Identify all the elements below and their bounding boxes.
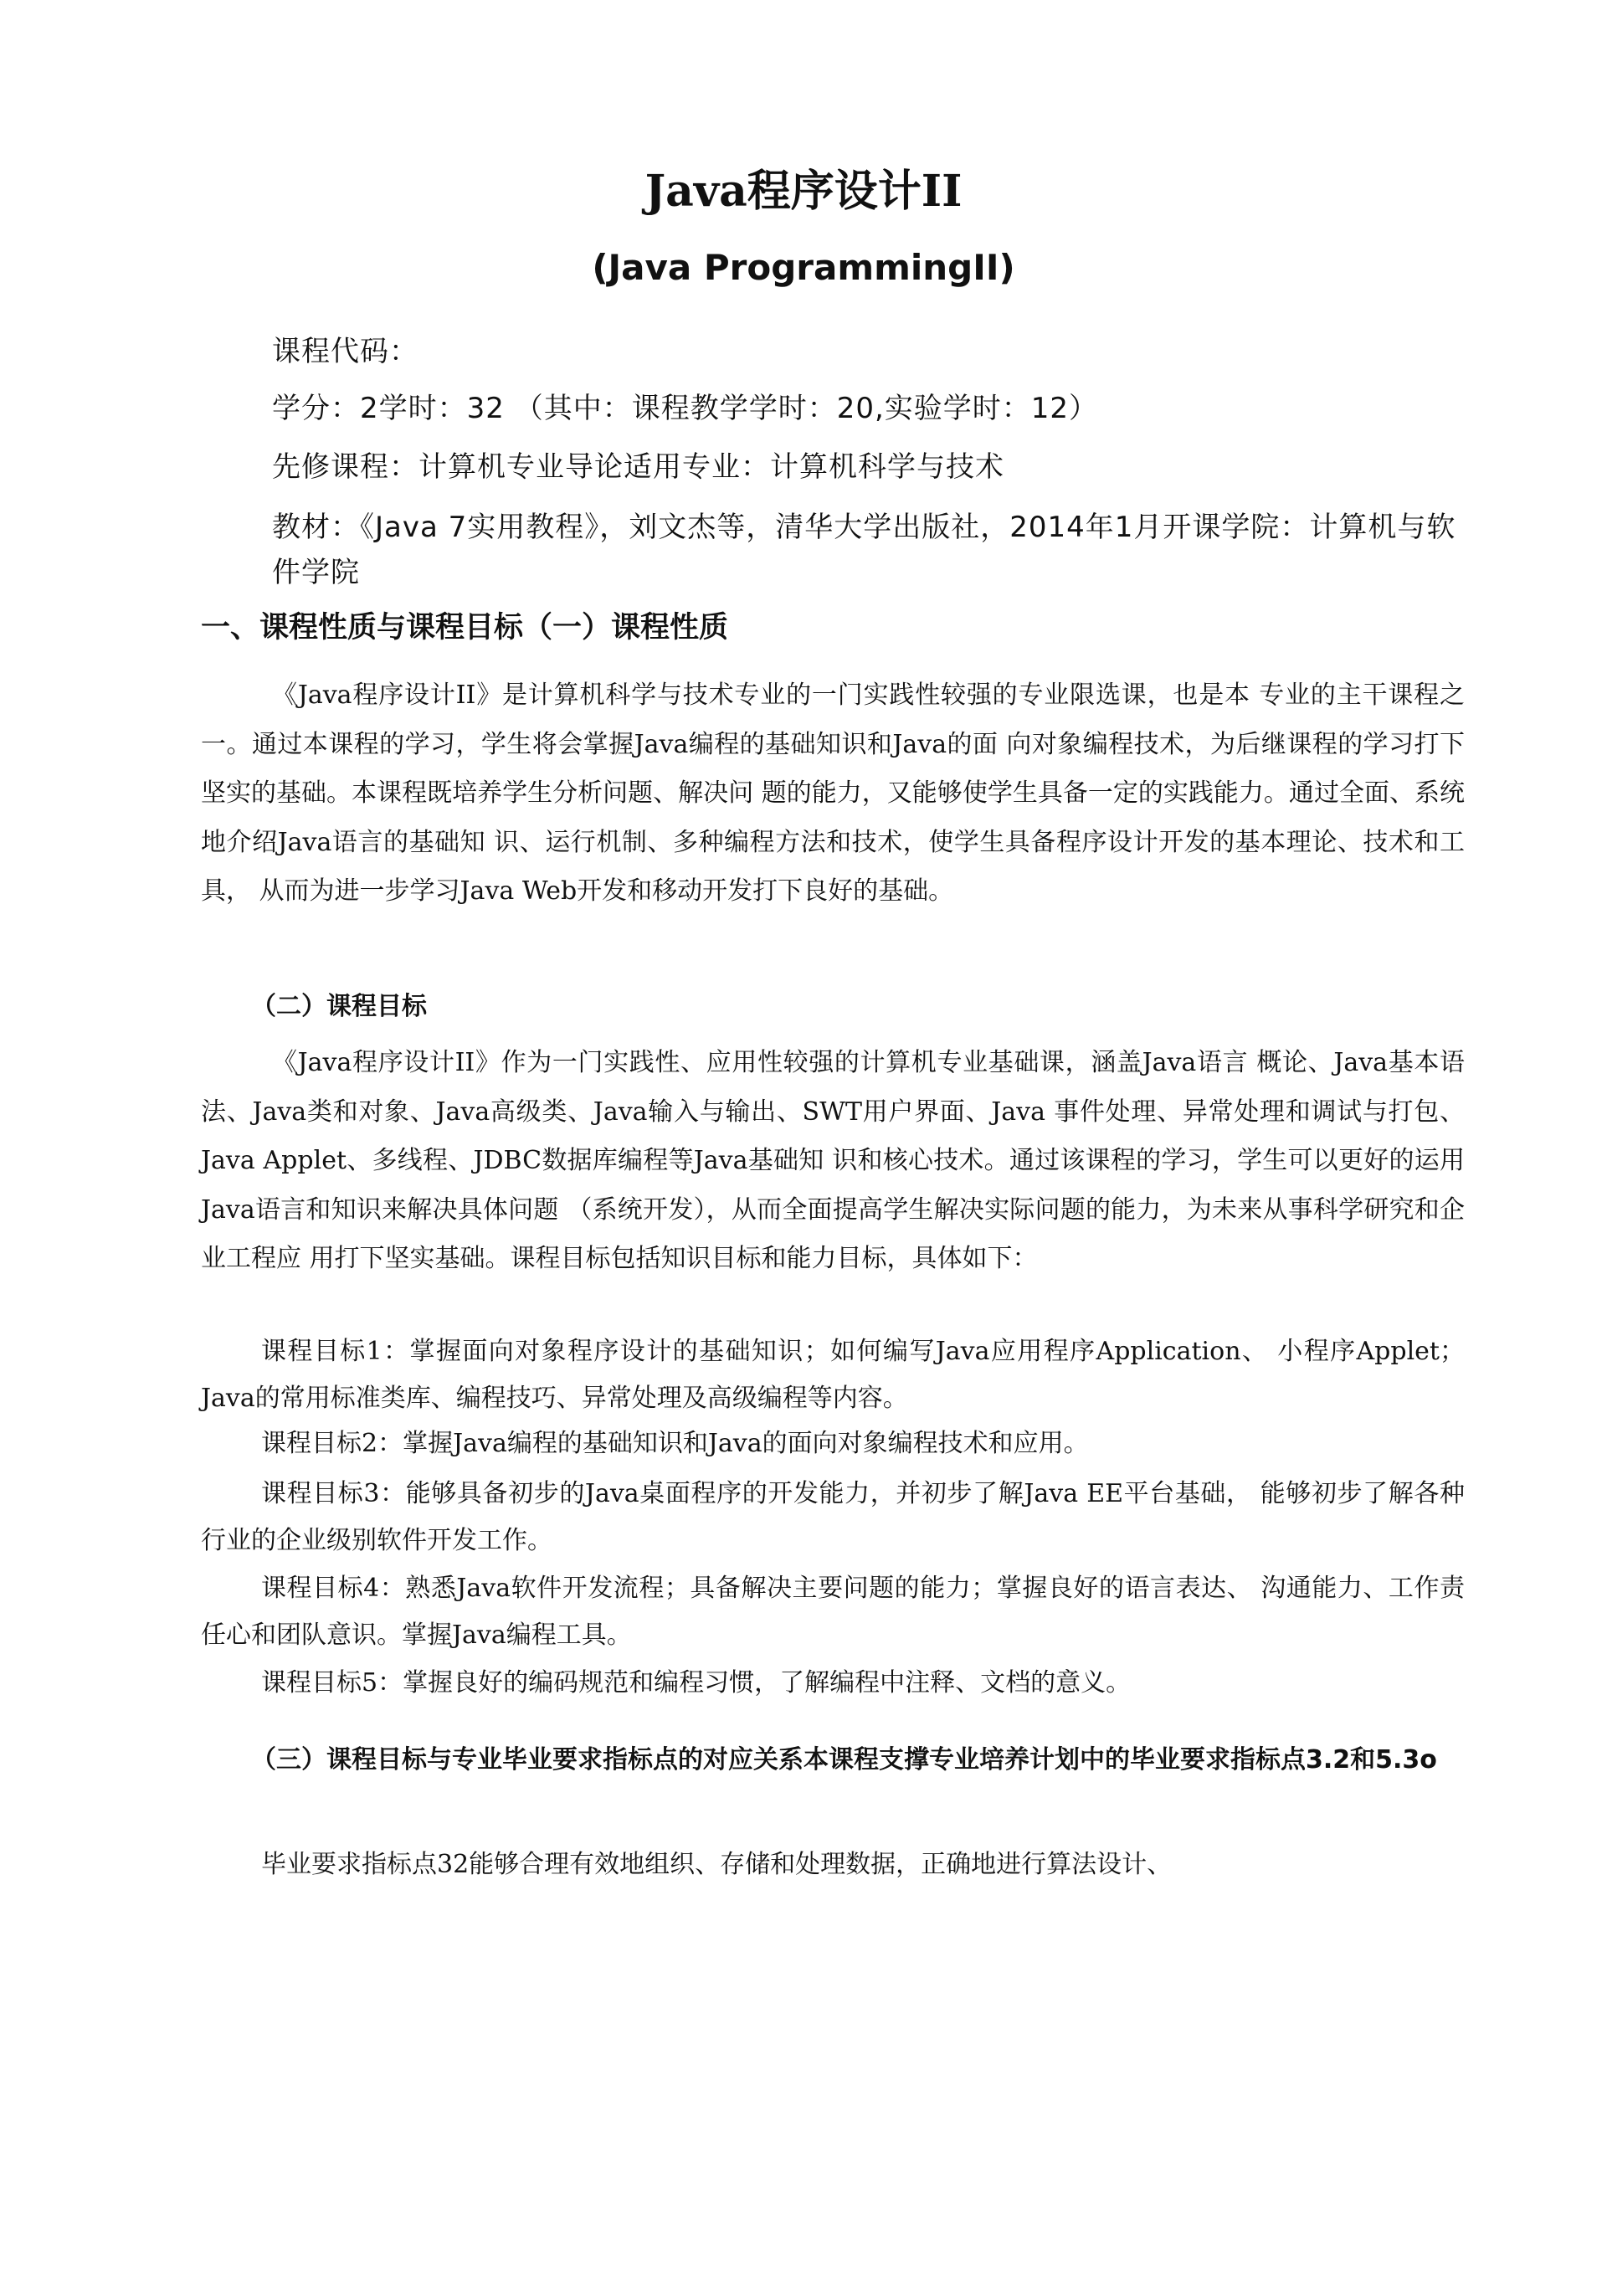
section1-body: 《Java程序设计II》是计算机科学与技术专业的一门实践性较强的专业限选课，也是本 专业的主干课程之一。通过本课程的学习，学生将会掌握Java编程的基础知识和Java的面 向对象编程技术，为后继课程的学习打下坚实的基础。本课程既培养学生分析问题、解决问 题的能力，又能够使学生具备一定的实践能力。通过全面、系统地介绍Java语言的基础知 识、运行机制、多种编程方法和技术，使学生具备程序设计开发的基本理论、技术和工具， 从而为进一步学习Java Web开发和移动开发打下良好的基础。	[201, 681, 1465, 906]
course-goal-5: 课程目标5：掌握良好的编码规范和编程习惯，了解编程中注释、文档的意义。	[261, 1668, 1132, 1698]
course-goal-2: 课程目标2：掌握Java编程的基础知识和Java的面向对象编程技术和应用。	[261, 1429, 1089, 1458]
course-goal-3: 课程目标3：能够具备初步的Java桌面程序的开发能力，并初步了解Java EE平台基础， 能够初步了解各种行业的企业级别软件开发工作。	[201, 1479, 1465, 1555]
course-credits: 学分：2学时：32 （其中：课程教学学时：20,实验学时：12）	[272, 392, 1099, 425]
document-title: Java程序设计II	[644, 166, 963, 217]
section3-heading: （三）课程目标与专业毕业要求指标点的对应关系本课程支撑专业培养计划中的毕业要求指标点3.2和5.3o	[251, 1745, 1437, 1775]
section2-body: 《Java程序设计II》作为一门实践性、应用性较强的计算机专业基础课，涵盖Java语言 概论、Java基本语法、Java类和对象、Java高级类、Java输入与输出、SWT用户界面、Java 事件处理、异常处理和调试与打包、Java Applet、多线程、JDBC数据库编程等Java基础知 识和核心技术。通过该课程的学习，学生可以更好的运用Java语言和知识来解决具体问题 （系统开发），从而全面提高学生解决实际问题的能力，为未来从事科学研究和企业工程应 用打下坚实基础。课程目标包括知识目标和能力目标，具体如下：	[201, 1048, 1465, 1273]
course-goal-1: 课程目标1：掌握面向对象程序设计的基础知识；如何编写Java应用程序Application、 小程序Applet；Java的常用标准类库、编程技巧、异常处理及高级编程等内容。	[201, 1337, 1465, 1413]
course-goal-4: 课程目标4：熟悉Java软件开发流程；具备解决主要问题的能力；掌握良好的语言表达、 沟通能力、工作责任心和团队意识。掌握Java编程工具。	[201, 1574, 1465, 1650]
course-code: 课程代码：	[272, 335, 418, 368]
course-prerequisite: 先修课程：计算机专业导论适用专业：计算机科学与技术	[272, 450, 1004, 484]
course-textbook: 教材：《Java 7实用教程》，刘文杰等，清华大学出版社，2014年1月开课学院：计算机与软件学院	[272, 511, 1456, 589]
document-subtitle: (Java ProgrammingII)	[592, 247, 1015, 288]
section3-body: 毕业要求指标点32能够合理有效地组织、存储和处理数据，正确地进行算法设计、	[261, 1850, 1173, 1879]
section2-heading: （二）课程目标	[251, 992, 427, 1021]
section1-heading: 一、课程性质与课程目标（一）课程性质	[201, 611, 729, 645]
